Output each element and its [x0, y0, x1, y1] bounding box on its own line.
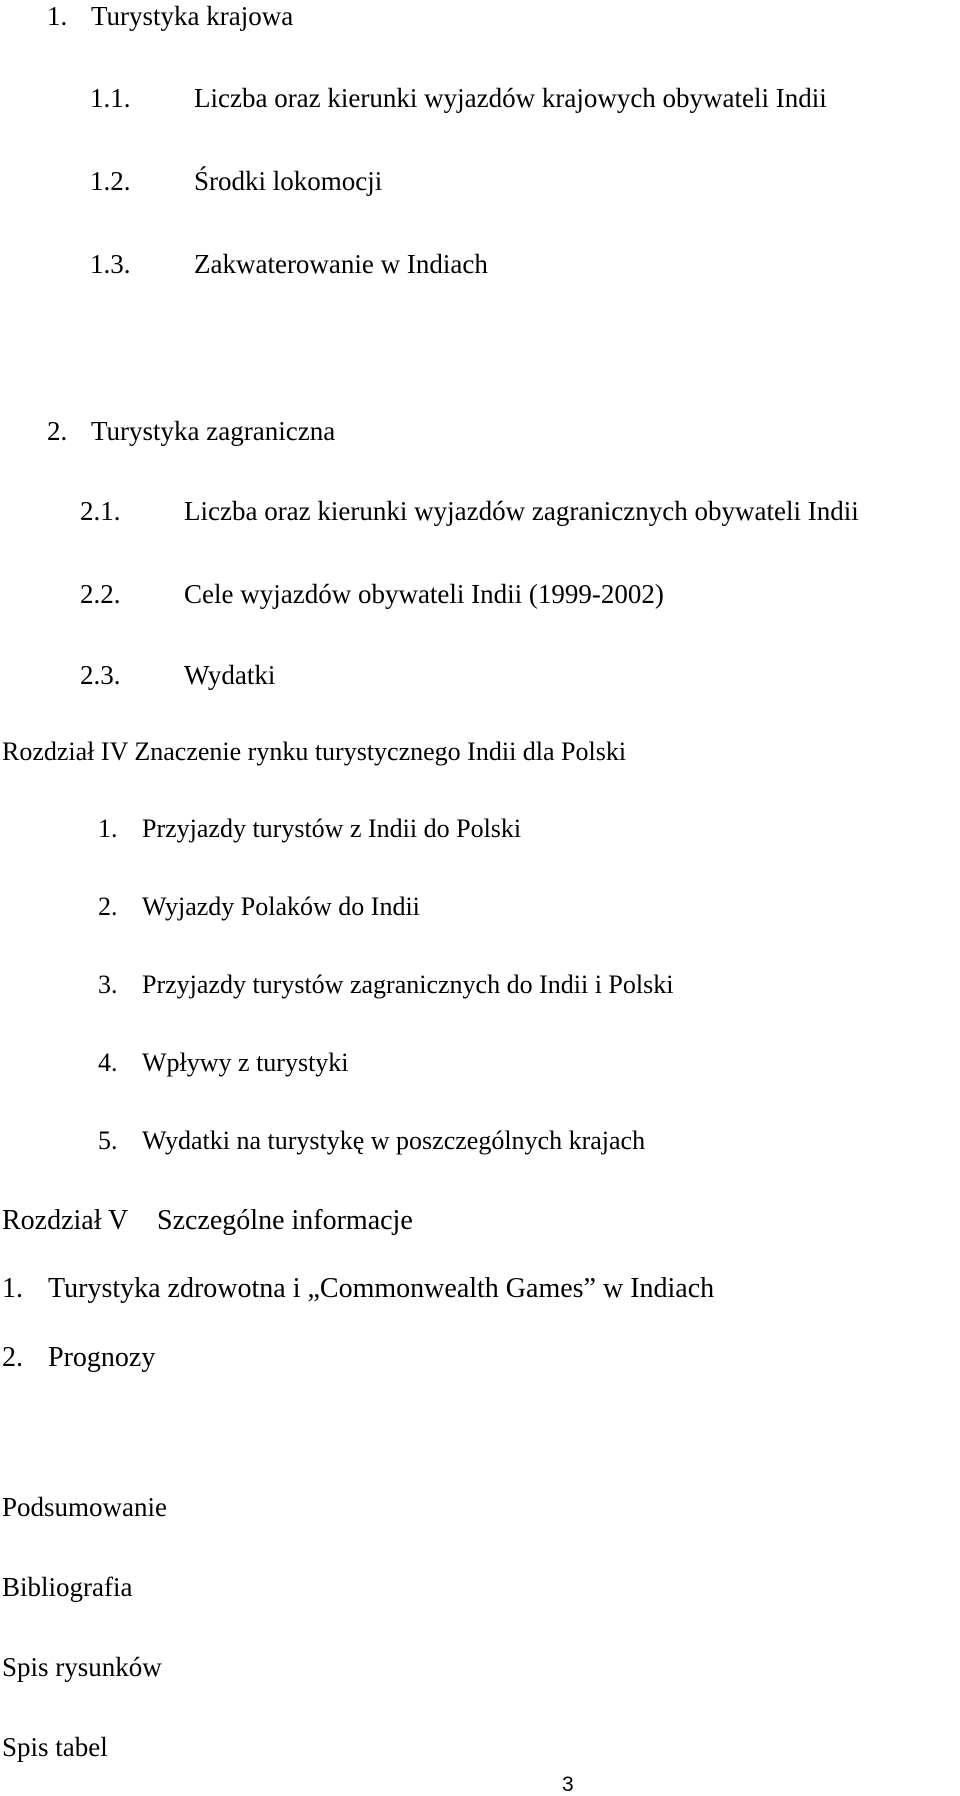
toc-subsection [80, 659, 275, 691]
subsection-title: Wydatki [184, 660, 276, 690]
item-number: 5. [98, 1126, 118, 1155]
toc-subsection [80, 578, 664, 610]
toc-end-item-bibliography: Bibliografia [2, 1572, 133, 1602]
subsection-number: 1.1. [90, 83, 131, 113]
chapter-label: Rozdział V [2, 1205, 129, 1236]
toc-subsection [90, 248, 488, 280]
subsection-title: Liczba oraz kierunki wyjazdów zagranicznych obywateli Indii [184, 496, 859, 526]
chapter-heading [2, 1205, 413, 1237]
toc-subsection [80, 495, 859, 527]
toc-subsection [90, 165, 382, 197]
toc-item [2, 1273, 714, 1305]
page-number: 3 [562, 1773, 574, 1796]
toc-end-item-tables: Spis tabel [2, 1732, 108, 1762]
item-title: Wpływy z turystyki [142, 1048, 349, 1077]
toc-item [98, 1125, 645, 1157]
item-number: 3. [98, 970, 118, 999]
toc-section-heading [47, 0, 293, 32]
chapter-title: Szczególne informacje [157, 1205, 413, 1236]
item-title: Turystyka zdrowotna i „Commonwealth Games” w Indiach [48, 1273, 715, 1304]
chapter-heading: Rozdział IV Znaczenie rynku turystycznego Indii dla Polski [2, 737, 627, 766]
toc-item [2, 1342, 155, 1374]
toc-item [98, 891, 420, 923]
item-number: 2. [98, 892, 118, 921]
section-title: Turystyka krajowa [91, 1, 294, 31]
subsection-number: 2.3. [80, 660, 121, 690]
item-number: 4. [98, 1048, 118, 1077]
item-number: 1. [2, 1273, 23, 1304]
subsection-title: Cele wyjazdów obywateli Indii (1999-2002) [184, 579, 664, 609]
subsection-number: 1.3. [90, 249, 131, 279]
section-number: 2. [47, 416, 68, 446]
subsection-title: Zakwaterowanie w Indiach [194, 249, 488, 279]
subsection-title: Środki lokomocji [194, 166, 383, 196]
item-title: Przyjazdy turystów z Indii do Polski [142, 814, 522, 843]
item-title: Wydatki na turystykę w poszczególnych krajach [142, 1126, 646, 1155]
section-title: Turystyka zagraniczna [91, 416, 336, 446]
subsection-title: Liczba oraz kierunki wyjazdów krajowych obywateli Indii [194, 83, 827, 113]
subsection-number: 1.2. [90, 166, 131, 196]
toc-end-item-summary: Podsumowanie [2, 1492, 167, 1522]
toc-section-heading [47, 415, 335, 447]
section-number: 1. [47, 1, 68, 31]
subsection-number: 2.1. [80, 496, 121, 526]
subsection-number: 2.2. [80, 579, 121, 609]
toc-subsection [90, 82, 827, 114]
item-title: Prognozy [48, 1342, 156, 1373]
toc-item [98, 969, 673, 1001]
item-title: Wyjazdy Polaków do Indii [142, 892, 420, 921]
item-title: Przyjazdy turystów zagranicznych do Indii i Polski [142, 970, 674, 999]
item-number: 2. [2, 1342, 23, 1373]
toc-item [98, 1047, 349, 1079]
toc-end-item-figures: Spis rysunków [2, 1652, 162, 1682]
item-number: 1. [98, 814, 118, 843]
toc-item [98, 813, 521, 845]
